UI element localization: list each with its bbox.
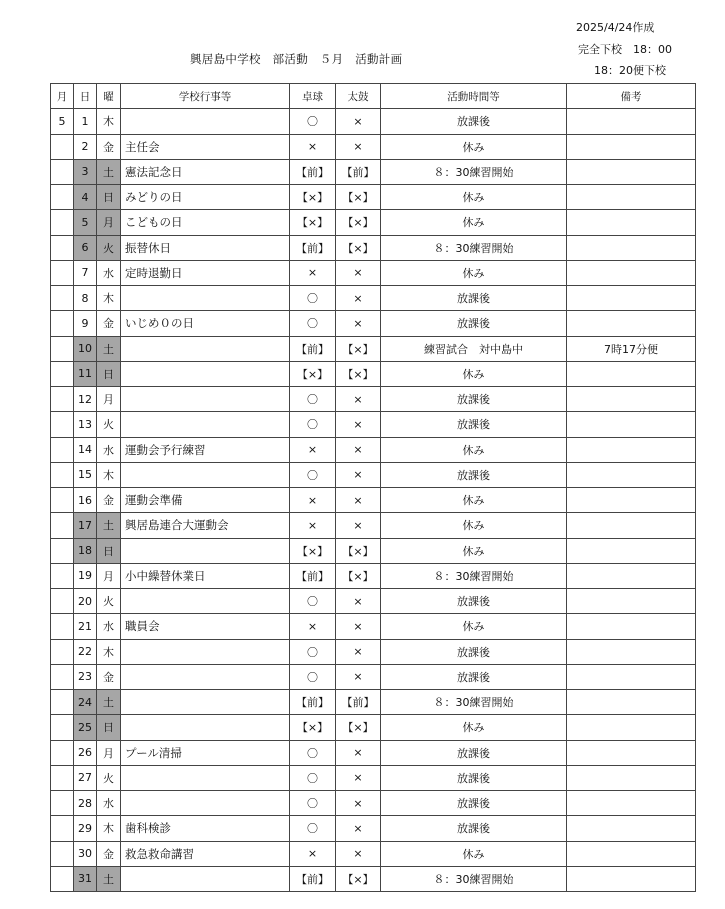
cell-note xyxy=(567,791,696,816)
table-row xyxy=(51,185,696,210)
cell-note: 7時17分便 xyxy=(567,336,696,361)
cell-taiko: × xyxy=(336,462,381,487)
cell-day: 10 xyxy=(74,336,97,361)
cell-month xyxy=(51,690,74,715)
cell-activity-time: 放課後 xyxy=(381,462,567,487)
table-row xyxy=(51,336,696,361)
cell-table-tennis: × xyxy=(290,260,336,285)
cell-table-tennis: 【前】 xyxy=(290,690,336,715)
cell-table-tennis: 〇 xyxy=(290,765,336,790)
cell-day: 14 xyxy=(74,437,97,462)
col-taiko-header: 太鼓 xyxy=(336,84,381,109)
cell-note xyxy=(567,134,696,159)
cell-day: 8 xyxy=(74,286,97,311)
cell-school-event: 職員会 xyxy=(121,614,290,639)
table-row xyxy=(51,740,696,765)
cell-school-event: 主任会 xyxy=(121,134,290,159)
cell-activity-time: 放課後 xyxy=(381,311,567,336)
cell-school-event xyxy=(121,866,290,891)
cell-month xyxy=(51,210,74,235)
cell-month xyxy=(51,260,74,285)
cell-activity-time: 放課後 xyxy=(381,286,567,311)
cell-weekday: 水 xyxy=(97,437,121,462)
cell-note xyxy=(567,740,696,765)
cell-activity-time: 休み xyxy=(381,841,567,866)
cell-day: 21 xyxy=(74,614,97,639)
cell-day: 2 xyxy=(74,134,97,159)
table-row xyxy=(51,387,696,412)
cell-activity-time: 休み xyxy=(381,488,567,513)
cell-taiko: 【前】 xyxy=(336,690,381,715)
cell-month xyxy=(51,437,74,462)
cell-day: 3 xyxy=(74,159,97,184)
cell-taiko: × xyxy=(336,513,381,538)
table-row xyxy=(51,437,696,462)
cell-day: 13 xyxy=(74,412,97,437)
cell-activity-time: 休み xyxy=(381,361,567,386)
cell-month xyxy=(51,488,74,513)
cell-table-tennis: 【×】 xyxy=(290,538,336,563)
cell-weekday: 月 xyxy=(97,740,121,765)
cell-activity-time: 休み xyxy=(381,260,567,285)
cell-weekday: 木 xyxy=(97,462,121,487)
table-row xyxy=(51,488,696,513)
cell-weekday: 木 xyxy=(97,816,121,841)
cell-month xyxy=(51,765,74,790)
cell-table-tennis: 〇 xyxy=(290,664,336,689)
cell-note xyxy=(567,361,696,386)
cell-school-event: 憲法記念日 xyxy=(121,159,290,184)
cell-month xyxy=(51,866,74,891)
cell-day: 22 xyxy=(74,639,97,664)
cell-note xyxy=(567,286,696,311)
cell-activity-time: 休み xyxy=(381,134,567,159)
cell-weekday: 火 xyxy=(97,765,121,790)
cell-day: 5 xyxy=(74,210,97,235)
table-row xyxy=(51,639,696,664)
cell-month xyxy=(51,589,74,614)
cell-table-tennis: 〇 xyxy=(290,387,336,412)
cell-activity-time: 放課後 xyxy=(381,664,567,689)
cell-taiko: × xyxy=(336,791,381,816)
cell-month xyxy=(51,235,74,260)
cell-weekday: 土 xyxy=(97,513,121,538)
cell-note xyxy=(567,109,696,134)
cell-day: 26 xyxy=(74,740,97,765)
cell-month xyxy=(51,614,74,639)
cell-day: 31 xyxy=(74,866,97,891)
cell-day: 30 xyxy=(74,841,97,866)
table-row xyxy=(51,109,696,134)
cell-month xyxy=(51,286,74,311)
cell-weekday: 月 xyxy=(97,563,121,588)
cell-school-event: 定時退勤日 xyxy=(121,260,290,285)
table-row xyxy=(51,841,696,866)
cell-weekday: 水 xyxy=(97,791,121,816)
cell-school-event xyxy=(121,412,290,437)
cell-table-tennis: 【×】 xyxy=(290,185,336,210)
cell-table-tennis: 【×】 xyxy=(290,715,336,740)
cell-activity-time: 放課後 xyxy=(381,589,567,614)
cell-weekday: 金 xyxy=(97,664,121,689)
cell-note xyxy=(567,311,696,336)
cell-activity-time: 休み xyxy=(381,185,567,210)
cell-note xyxy=(567,210,696,235)
cell-table-tennis: 【前】 xyxy=(290,866,336,891)
cell-activity-time: 放課後 xyxy=(381,816,567,841)
cell-activity-time: 休み xyxy=(381,538,567,563)
cell-weekday: 金 xyxy=(97,488,121,513)
cell-taiko: 【×】 xyxy=(336,715,381,740)
cell-weekday: 土 xyxy=(97,690,121,715)
cell-note xyxy=(567,816,696,841)
cell-month xyxy=(51,159,74,184)
cell-activity-time: 放課後 xyxy=(381,765,567,790)
cell-day: 23 xyxy=(74,664,97,689)
cell-activity-time: ８：30練習開始 xyxy=(381,159,567,184)
cell-taiko: × xyxy=(336,841,381,866)
cell-taiko: × xyxy=(336,311,381,336)
table-row xyxy=(51,159,696,184)
cell-activity-time: 休み xyxy=(381,513,567,538)
cell-table-tennis: 〇 xyxy=(290,791,336,816)
table-row xyxy=(51,210,696,235)
cell-note xyxy=(567,159,696,184)
cell-table-tennis: 【×】 xyxy=(290,361,336,386)
cell-taiko: × xyxy=(336,639,381,664)
cell-taiko: 【×】 xyxy=(336,563,381,588)
cell-note xyxy=(567,437,696,462)
cell-month xyxy=(51,841,74,866)
col-day-header: 日 xyxy=(74,84,97,109)
cell-school-event: こどもの日 xyxy=(121,210,290,235)
cell-weekday: 土 xyxy=(97,866,121,891)
cell-month xyxy=(51,311,74,336)
cell-school-event: 小中繰替休業日 xyxy=(121,563,290,588)
cell-taiko: × xyxy=(336,109,381,134)
cell-school-event xyxy=(121,286,290,311)
cell-month xyxy=(51,513,74,538)
cell-school-event: 興居島連合大運動会 xyxy=(121,513,290,538)
cell-activity-time: 放課後 xyxy=(381,791,567,816)
cell-activity-time: 休み xyxy=(381,437,567,462)
cell-activity-time: 放課後 xyxy=(381,412,567,437)
table-row xyxy=(51,235,696,260)
cell-activity-time: 放課後 xyxy=(381,639,567,664)
cell-table-tennis: 〇 xyxy=(290,589,336,614)
cell-table-tennis: 【前】 xyxy=(290,235,336,260)
cell-weekday: 日 xyxy=(97,538,121,563)
table-row xyxy=(51,260,696,285)
table-row xyxy=(51,134,696,159)
cell-day: 24 xyxy=(74,690,97,715)
cell-day: 9 xyxy=(74,311,97,336)
table-row xyxy=(51,311,696,336)
cell-table-tennis: × xyxy=(290,841,336,866)
cell-day: 1 xyxy=(74,109,97,134)
table-row xyxy=(51,664,696,689)
cell-note xyxy=(567,538,696,563)
cell-weekday: 水 xyxy=(97,614,121,639)
cell-school-event: 運動会準備 xyxy=(121,488,290,513)
cell-month xyxy=(51,538,74,563)
cell-school-event: 救急救命講習 xyxy=(121,841,290,866)
cell-note xyxy=(567,563,696,588)
cell-school-event xyxy=(121,336,290,361)
cell-weekday: 火 xyxy=(97,412,121,437)
cell-month xyxy=(51,361,74,386)
cell-table-tennis: 〇 xyxy=(290,311,336,336)
cell-month xyxy=(51,639,74,664)
created-date: 2025/4/24作成 xyxy=(576,21,655,34)
cell-activity-time: 放課後 xyxy=(381,109,567,134)
cell-day: 29 xyxy=(74,816,97,841)
cell-month xyxy=(51,412,74,437)
cell-taiko: × xyxy=(336,387,381,412)
cell-taiko: × xyxy=(336,134,381,159)
cell-activity-time: 放課後 xyxy=(381,740,567,765)
cell-month xyxy=(51,336,74,361)
cell-school-event xyxy=(121,538,290,563)
cell-weekday: 金 xyxy=(97,841,121,866)
cell-school-event xyxy=(121,791,290,816)
cell-taiko: 【×】 xyxy=(336,185,381,210)
cell-note xyxy=(567,765,696,790)
cell-taiko: 【×】 xyxy=(336,336,381,361)
col-event-header: 学校行事等 xyxy=(121,84,290,109)
cell-weekday: 火 xyxy=(97,589,121,614)
cell-weekday: 木 xyxy=(97,109,121,134)
cell-school-event xyxy=(121,639,290,664)
col-dow-header: 曜 xyxy=(97,84,121,109)
cell-taiko: 【×】 xyxy=(336,210,381,235)
bus-dismissal-time: 18：20便下校 xyxy=(594,64,666,77)
cell-note xyxy=(567,866,696,891)
cell-activity-time: 練習試合 対中島中 xyxy=(381,336,567,361)
table-row xyxy=(51,286,696,311)
cell-day: 19 xyxy=(74,563,97,588)
table-row xyxy=(51,791,696,816)
cell-note xyxy=(567,488,696,513)
cell-note xyxy=(567,690,696,715)
cell-taiko: × xyxy=(336,437,381,462)
cell-school-event: いじめ０の日 xyxy=(121,311,290,336)
cell-month xyxy=(51,387,74,412)
cell-weekday: 木 xyxy=(97,639,121,664)
cell-table-tennis: 〇 xyxy=(290,109,336,134)
cell-school-event: 運動会予行練習 xyxy=(121,437,290,462)
cell-taiko: 【×】 xyxy=(336,538,381,563)
cell-school-event xyxy=(121,462,290,487)
cell-weekday: 日 xyxy=(97,715,121,740)
cell-table-tennis: 〇 xyxy=(290,286,336,311)
cell-school-event: みどりの日 xyxy=(121,185,290,210)
table-row xyxy=(51,361,696,386)
cell-weekday: 火 xyxy=(97,235,121,260)
cell-weekday: 月 xyxy=(97,387,121,412)
cell-day: 16 xyxy=(74,488,97,513)
cell-table-tennis: 〇 xyxy=(290,639,336,664)
table-row xyxy=(51,866,696,891)
table-row xyxy=(51,563,696,588)
table-row xyxy=(51,538,696,563)
cell-note xyxy=(567,664,696,689)
cell-taiko: 【×】 xyxy=(336,866,381,891)
table-row xyxy=(51,816,696,841)
cell-taiko: × xyxy=(336,614,381,639)
cell-note xyxy=(567,513,696,538)
cell-note xyxy=(567,387,696,412)
cell-month xyxy=(51,791,74,816)
cell-weekday: 月 xyxy=(97,210,121,235)
cell-day: 7 xyxy=(74,260,97,285)
cell-table-tennis: 〇 xyxy=(290,816,336,841)
table-row xyxy=(51,589,696,614)
cell-note xyxy=(567,639,696,664)
page-title: 興居島中学校 部活動 ５月 活動計画 xyxy=(190,52,403,66)
cell-activity-time: 放課後 xyxy=(381,387,567,412)
cell-school-event xyxy=(121,690,290,715)
cell-school-event: プール清掃 xyxy=(121,740,290,765)
cell-month xyxy=(51,664,74,689)
table-row xyxy=(51,462,696,487)
cell-activity-time: ８：30練習開始 xyxy=(381,563,567,588)
cell-activity-time: 休み xyxy=(381,210,567,235)
cell-school-event xyxy=(121,387,290,412)
cell-day: 28 xyxy=(74,791,97,816)
cell-month xyxy=(51,563,74,588)
cell-note xyxy=(567,412,696,437)
cell-weekday: 土 xyxy=(97,336,121,361)
cell-month xyxy=(51,740,74,765)
cell-table-tennis: 【×】 xyxy=(290,210,336,235)
cell-school-event: 振替休日 xyxy=(121,235,290,260)
cell-note xyxy=(567,260,696,285)
col-month-header: 月 xyxy=(51,84,74,109)
cell-school-event: 歯科検診 xyxy=(121,816,290,841)
cell-day: 27 xyxy=(74,765,97,790)
cell-activity-time: ８：30練習開始 xyxy=(381,866,567,891)
cell-note xyxy=(567,841,696,866)
cell-note xyxy=(567,462,696,487)
cell-day: 4 xyxy=(74,185,97,210)
cell-month xyxy=(51,715,74,740)
cell-taiko: × xyxy=(336,488,381,513)
col-notes-header: 備考 xyxy=(567,84,696,109)
cell-school-event xyxy=(121,715,290,740)
cell-taiko: × xyxy=(336,664,381,689)
table-row xyxy=(51,513,696,538)
table-row xyxy=(51,690,696,715)
cell-taiko: 【×】 xyxy=(336,361,381,386)
cell-note xyxy=(567,589,696,614)
cell-school-event xyxy=(121,361,290,386)
cell-activity-time: ８：30練習開始 xyxy=(381,690,567,715)
cell-taiko: × xyxy=(336,765,381,790)
cell-table-tennis: × xyxy=(290,513,336,538)
cell-table-tennis: × xyxy=(290,134,336,159)
cell-day: 20 xyxy=(74,589,97,614)
activity-plan-table xyxy=(50,83,696,892)
cell-note xyxy=(567,614,696,639)
table-row xyxy=(51,715,696,740)
cell-day: 18 xyxy=(74,538,97,563)
cell-taiko: × xyxy=(336,286,381,311)
cell-table-tennis: 【前】 xyxy=(290,159,336,184)
cell-weekday: 日 xyxy=(97,361,121,386)
cell-weekday: 金 xyxy=(97,311,121,336)
cell-taiko: × xyxy=(336,740,381,765)
cell-weekday: 水 xyxy=(97,260,121,285)
cell-table-tennis: × xyxy=(290,437,336,462)
header-row xyxy=(51,84,696,109)
col-table-tennis-header: 卓球 xyxy=(290,84,336,109)
cell-taiko: 【×】 xyxy=(336,235,381,260)
cell-taiko: × xyxy=(336,589,381,614)
cell-month xyxy=(51,185,74,210)
cell-note xyxy=(567,235,696,260)
cell-taiko: 【前】 xyxy=(336,159,381,184)
cell-table-tennis: 〇 xyxy=(290,740,336,765)
cell-table-tennis: 〇 xyxy=(290,412,336,437)
cell-table-tennis: × xyxy=(290,488,336,513)
cell-activity-time: 休み xyxy=(381,614,567,639)
cell-day: 12 xyxy=(74,387,97,412)
cell-note xyxy=(567,715,696,740)
cell-taiko: × xyxy=(336,816,381,841)
cell-school-event xyxy=(121,589,290,614)
cell-weekday: 日 xyxy=(97,185,121,210)
cell-day: 25 xyxy=(74,715,97,740)
dismissal-time: 完全下校 18：00 xyxy=(578,43,672,56)
cell-day: 6 xyxy=(74,235,97,260)
col-activity-header: 活動時間等 xyxy=(381,84,567,109)
cell-day: 15 xyxy=(74,462,97,487)
cell-taiko: × xyxy=(336,260,381,285)
cell-table-tennis: × xyxy=(290,614,336,639)
cell-taiko: × xyxy=(336,412,381,437)
cell-school-event xyxy=(121,109,290,134)
table-row xyxy=(51,412,696,437)
cell-table-tennis: 【前】 xyxy=(290,336,336,361)
cell-month xyxy=(51,462,74,487)
cell-school-event xyxy=(121,765,290,790)
cell-day: 17 xyxy=(74,513,97,538)
cell-month: 5 xyxy=(51,109,74,134)
cell-school-event xyxy=(121,664,290,689)
table-row xyxy=(51,614,696,639)
cell-month xyxy=(51,816,74,841)
cell-activity-time: 休み xyxy=(381,715,567,740)
cell-weekday: 木 xyxy=(97,286,121,311)
table-row xyxy=(51,765,696,790)
cell-table-tennis: 〇 xyxy=(290,462,336,487)
cell-weekday: 土 xyxy=(97,159,121,184)
cell-weekday: 金 xyxy=(97,134,121,159)
cell-note xyxy=(567,185,696,210)
cell-activity-time: ８：30練習開始 xyxy=(381,235,567,260)
cell-table-tennis: 【前】 xyxy=(290,563,336,588)
cell-month xyxy=(51,134,74,159)
cell-day: 11 xyxy=(74,361,97,386)
